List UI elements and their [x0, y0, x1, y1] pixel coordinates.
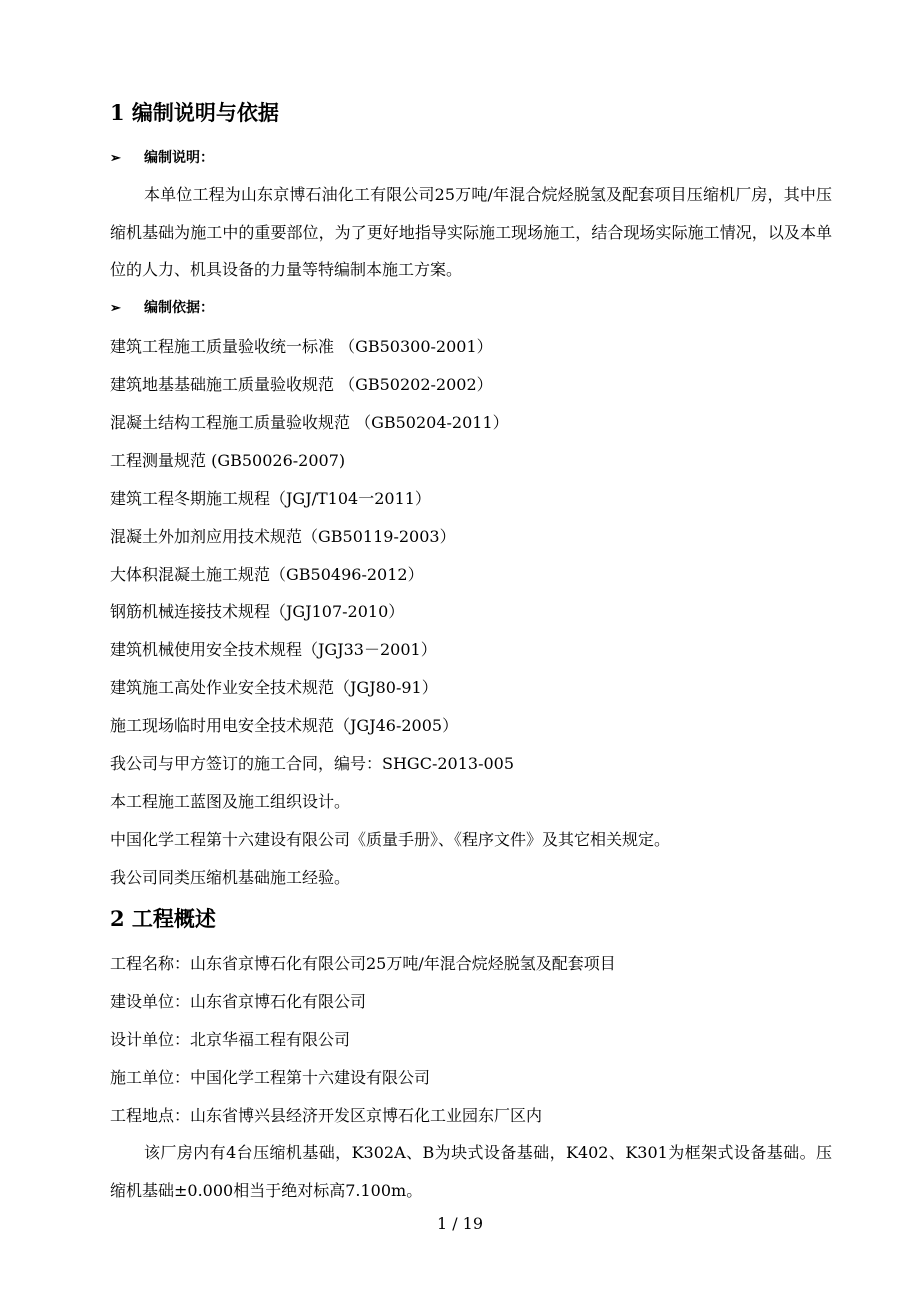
- basis-item: 我公司同类压缩机基础施工经验。: [110, 868, 351, 887]
- basis-item: 本工程施工蓝图及施工组织设计。: [110, 792, 351, 811]
- basis-item: 我公司与甲方签订的施工合同，编号：SHGC-2013-005: [110, 754, 515, 773]
- arrow-bullet-icon: ➢: [110, 151, 121, 166]
- basis-item: 大体积混凝土施工规范（GB50496-2012）: [110, 565, 424, 584]
- project-info-line: 设计单位：北京华福工程有限公司: [110, 1030, 351, 1049]
- note-paragraph: 本单位工程为山东京博石油化工有限公司25万吨/年混合烷烃脱氢及配套项目压缩机厂房，其中压缩机基础为施工中的重要部位，为了更好地指导实际施工现场施工，结合现场实际施工情况，以及本单位的人力、机具设备的力量等特编制本施工方案。: [110, 185, 832, 279]
- basis-item: 建筑工程施工质量验收统一标准 （GB50300-2001）: [110, 337, 493, 356]
- basis-item: 混凝土外加剂应用技术规范（GB50119-2003）: [110, 527, 456, 546]
- basis-item: 钢筋机械连接技术规程（JGJ107-2010）: [110, 602, 405, 621]
- project-info-line: 建设单位：山东省京博石化有限公司: [110, 992, 367, 1011]
- basis-item: 施工现场临时用电安全技术规范（JGJ46-2005）: [110, 716, 459, 735]
- basis-item: 中国化学工程第十六建设有限公司《质量手册》、《程序文件》及其它相关规定。: [110, 830, 671, 849]
- basis-heading-label: 编制依据：: [144, 300, 214, 316]
- basis-item: 工程测量规范 (GB50026-2007): [110, 451, 346, 470]
- basis-item: 建筑地基基础施工质量验收规范 （GB50202-2002）: [110, 375, 493, 394]
- basis-item: 建筑机械使用安全技术规程（JGJ33－2001）: [110, 640, 437, 659]
- project-info-line: 工程地点：山东省博兴县经济开发区京博石化工业园东厂区内: [110, 1106, 543, 1125]
- project-info-line: 工程名称：山东省京博石化有限公司25万吨/年混合烷烃脱氢及配套项目: [110, 954, 616, 973]
- page-number: 1 / 19: [436, 1214, 484, 1233]
- note-heading-label: 编制说明：: [144, 150, 214, 166]
- basis-item: 混凝土结构工程施工质量验收规范 （GB50204-2011）: [110, 413, 509, 432]
- arrow-bullet-icon: ➢: [110, 301, 121, 316]
- section-1-title: 1 编制说明与依据: [110, 100, 279, 125]
- basis-heading: [110, 297, 214, 320]
- project-info-line: 施工单位：中国化学工程第十六建设有限公司: [110, 1068, 431, 1087]
- note-heading: [110, 147, 214, 170]
- basis-item: 建筑工程冬期施工规程（JGJ/T104一2011）: [110, 489, 431, 508]
- project-description: 该厂房内有4台压缩机基础，K302A、B为块式设备基础，K402、K301为框架式设备基础。压缩机基础±0.000相当于绝对标高7.100m。: [110, 1143, 832, 1200]
- basis-item: 建筑施工高处作业安全技术规范（JGJ80-91）: [110, 678, 438, 697]
- section-2-title: 2 工程概述: [110, 906, 216, 931]
